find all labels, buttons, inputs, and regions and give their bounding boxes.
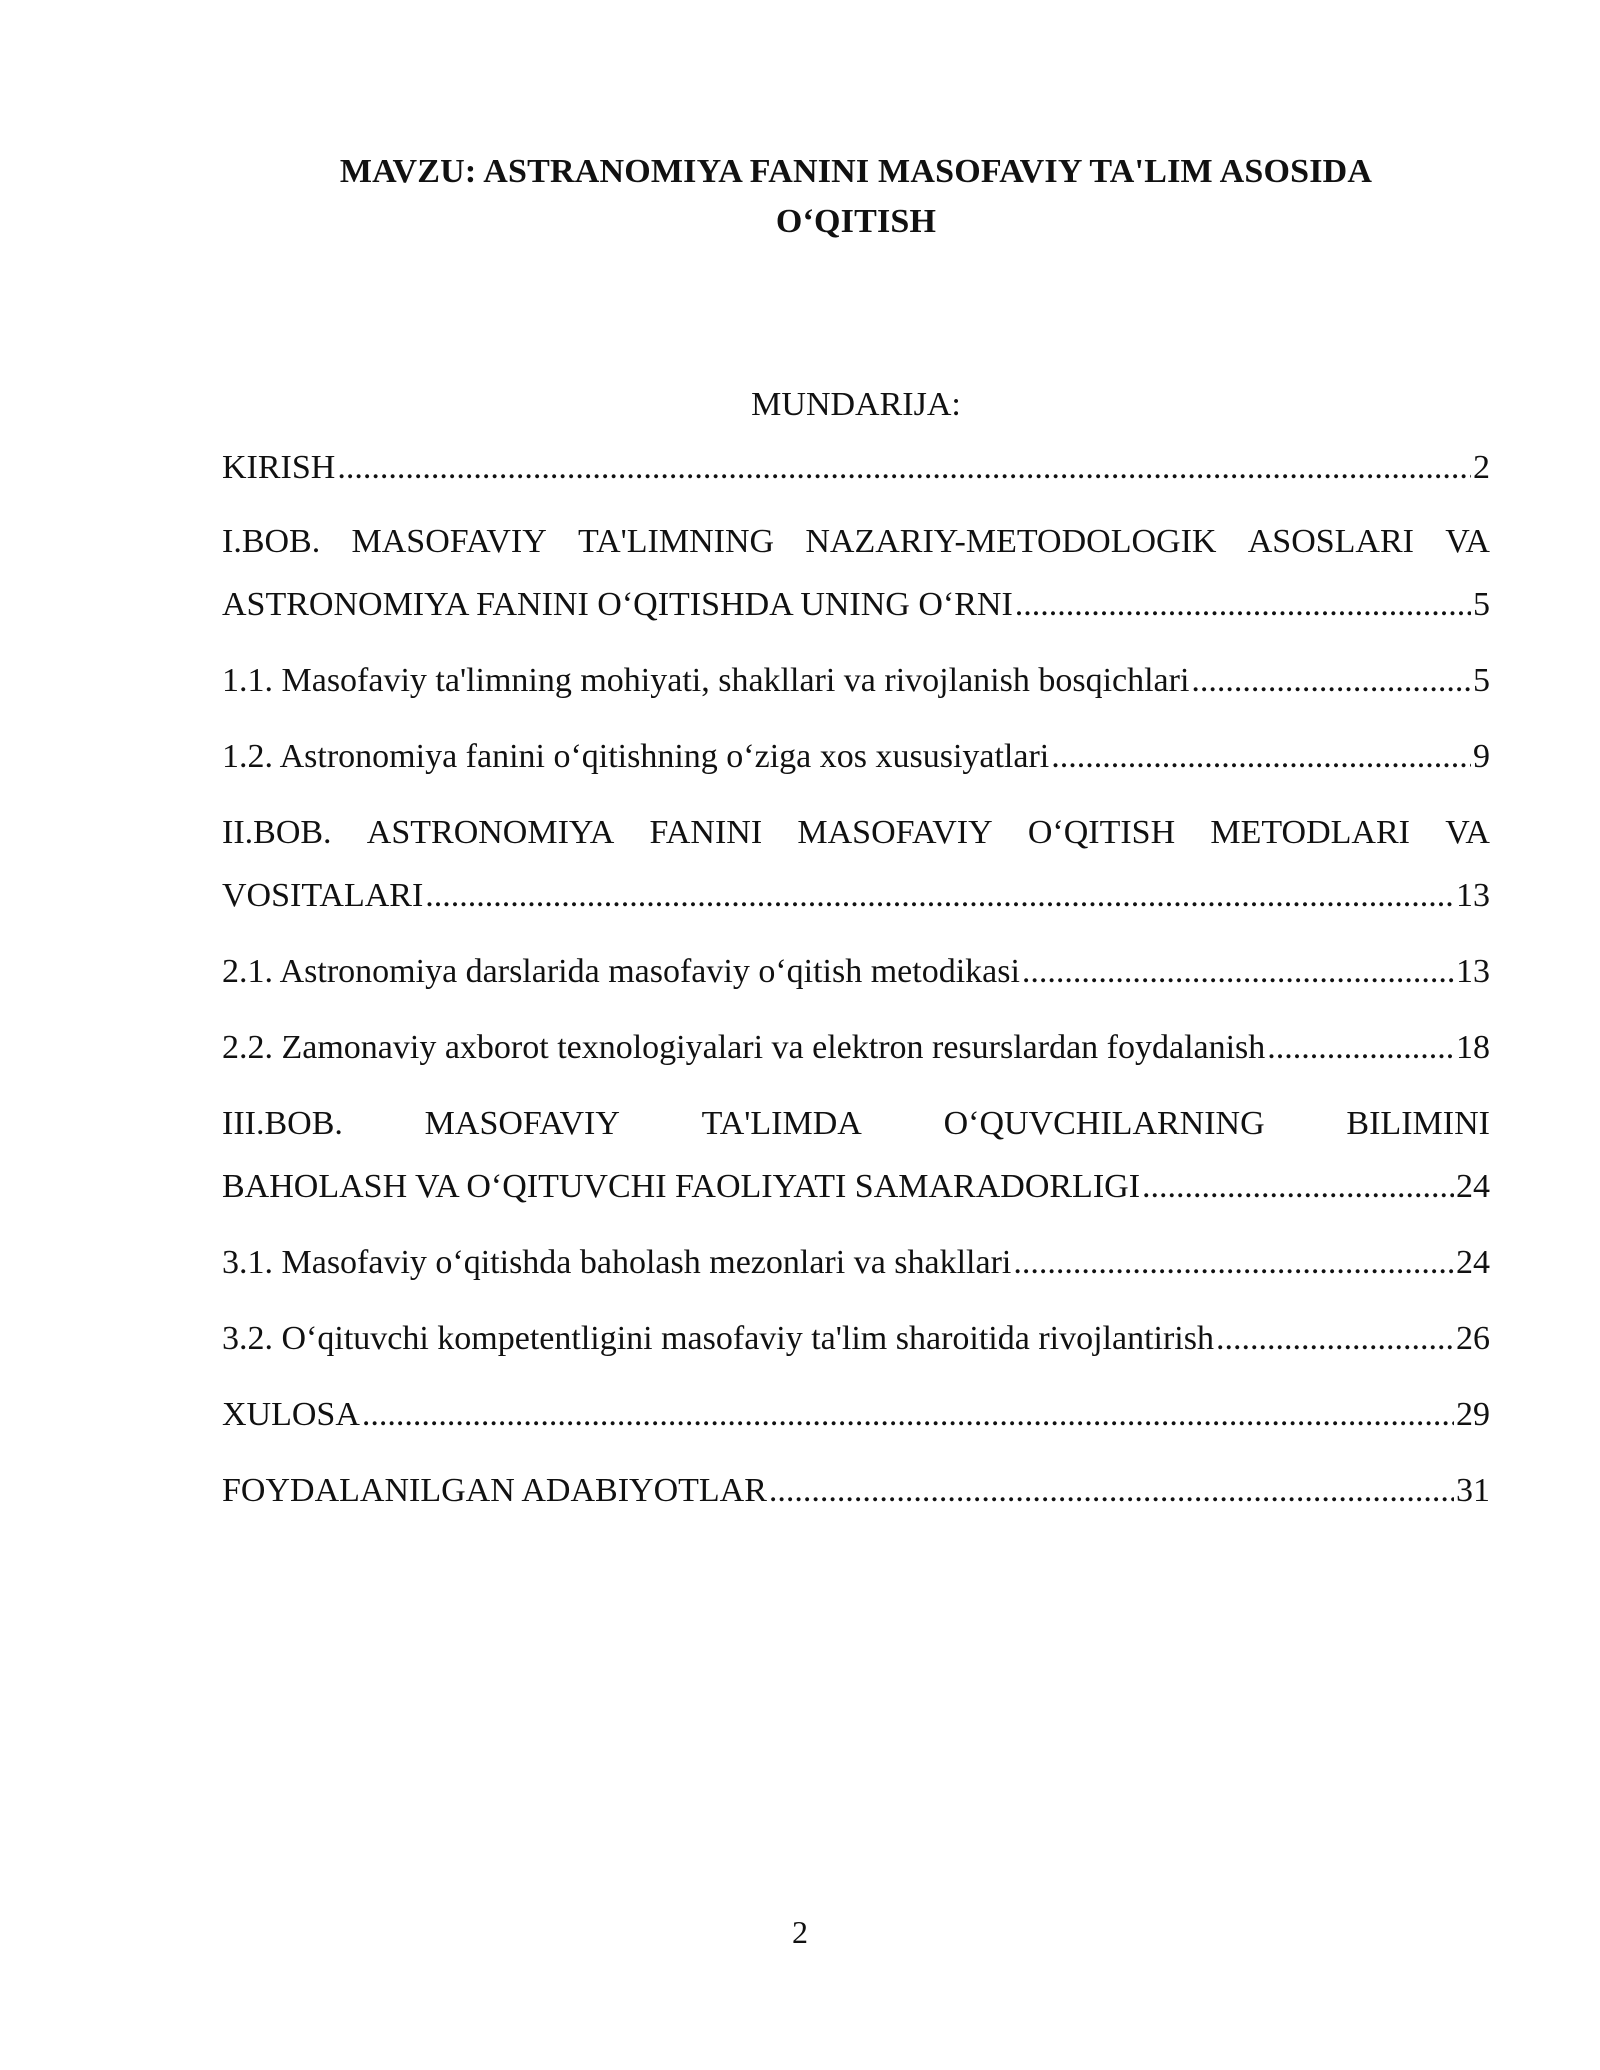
dot-leader: [1267, 1026, 1454, 1070]
dot-leader: [769, 1469, 1454, 1513]
dot-leader: [1015, 583, 1471, 627]
toc-entry-page: 26: [1456, 1320, 1490, 1357]
toc-heading: MUNDARIJA:: [751, 386, 961, 423]
page-number: 2: [792, 1914, 808, 1950]
toc-entry-bob3-line1: [222, 1102, 1490, 1146]
toc-entry-xulosa: [222, 1393, 1490, 1437]
toc-entry-bob3-line2: [222, 1165, 1490, 1209]
toc-word: BILIMINI: [1346, 1105, 1490, 1142]
toc-word: TA'LIMNING: [578, 523, 775, 560]
dot-leader: [1022, 950, 1454, 994]
toc-entry-3-2: [222, 1317, 1490, 1361]
toc-entry-text: KIRISH: [222, 449, 336, 486]
toc-word: O‘QITISH: [1027, 814, 1176, 851]
toc-word: VA: [1445, 814, 1490, 851]
toc-entry-page: 9: [1473, 738, 1490, 775]
toc-word: VA: [1445, 523, 1490, 560]
dot-leader: [1013, 1241, 1454, 1285]
toc-entry-3-1: [222, 1241, 1490, 1285]
toc-word: METODLARI: [1210, 814, 1410, 851]
toc-entry-2-1: [222, 950, 1490, 994]
dot-leader: [337, 446, 1471, 490]
toc-entry-text: 1.1. Masofaviy ta'limning mohiyati, shakllari va rivojlanish bosqichlari: [222, 662, 1190, 699]
dot-leader: [425, 874, 1454, 918]
toc-entry-text: VOSITALARI: [222, 877, 424, 914]
toc-entry-text: 2.1. Astronomiya darslarida masofaviy o‘qitish metodikasi: [222, 953, 1020, 990]
toc-entry-bob2-line2: [222, 874, 1490, 918]
toc-entry-page: 24: [1456, 1244, 1490, 1281]
toc-entry-1-2: [222, 735, 1490, 779]
toc-word: ASTRONOMIYA: [366, 814, 615, 851]
dot-leader: [1216, 1317, 1454, 1361]
toc-entry-text: 3.1. Masofaviy o‘qitishda baholash mezonlari va shakllari: [222, 1244, 1012, 1281]
dot-leader: [1142, 1165, 1454, 1209]
toc-entry-text: 3.2. O‘qituvchi kompetentligini masofaviy ta'lim sharoitida rivojlantirish: [222, 1320, 1214, 1357]
toc-word: III.BOB.: [222, 1105, 343, 1142]
toc-word: NAZARIY-METODOLOGIK: [805, 523, 1217, 560]
dot-leader: [1051, 735, 1471, 779]
toc-entry-bob2-line1: [222, 811, 1490, 855]
toc-word: I.BOB.: [222, 523, 321, 560]
toc-word: TA'LIMDA: [701, 1105, 862, 1142]
toc-entry-1-1: [222, 659, 1490, 703]
title-line-2: O‘QITISH: [775, 203, 937, 240]
toc-word: MASOFAVIY: [424, 1105, 620, 1142]
toc-entry-bob1-line2: [222, 583, 1490, 627]
toc-word: MASOFAVIY: [351, 523, 547, 560]
toc-entry-page: 13: [1456, 953, 1490, 990]
toc-entry-2-2: [222, 1026, 1490, 1070]
toc-word: II.BOB.: [222, 814, 332, 851]
toc-word: O‘QUVCHILARNING: [943, 1105, 1265, 1142]
title-line-1: MAVZU: ASTRANOMIYA FANINI MASOFAVIY TA'LIM ASOSIDA: [339, 153, 1373, 190]
toc-entry-text: 1.2. Astronomiya fanini o‘qitishning o‘ziga xos xususiyatlari: [222, 738, 1050, 775]
toc-entry-page: 18: [1456, 1029, 1490, 1066]
toc-entry-bob1-line1: [222, 520, 1490, 564]
toc-word: MASOFAVIY: [797, 814, 993, 851]
toc-word: ASOSLARI: [1247, 523, 1414, 560]
document-title: [222, 147, 1490, 247]
toc-entry-kirish: [222, 446, 1490, 490]
toc-entry-text: FOYDALANILGAN ADABIYOTLAR: [222, 1472, 767, 1509]
toc-word: FANINI: [649, 814, 763, 851]
toc-entry-text: BAHOLASH VA O‘QITUVCHI FAOLIYATI SAMARADORLIGI: [222, 1168, 1141, 1205]
toc-entry-page: 29: [1456, 1396, 1490, 1433]
dot-leader: [362, 1393, 1454, 1437]
toc-entry-text: ASTRONOMIYA FANINI O‘QITISHDA UNING O‘RNI: [222, 586, 1013, 623]
toc-entry-page: 13: [1456, 877, 1490, 914]
toc-entry-page: 31: [1456, 1472, 1490, 1509]
toc-entry-page: 24: [1456, 1168, 1490, 1205]
toc-entry-page: 5: [1473, 586, 1490, 623]
toc-entry-page: 2: [1473, 449, 1490, 486]
toc-entry-text: XULOSA: [222, 1396, 360, 1433]
dot-leader: [1191, 659, 1471, 703]
toc-entry-adabiyotlar: [222, 1469, 1490, 1513]
toc-entry-page: 5: [1473, 662, 1490, 699]
toc-entry-text: 2.2. Zamonaviy axborot texnologiyalari va elektron resurslardan foydalanish: [222, 1029, 1266, 1066]
